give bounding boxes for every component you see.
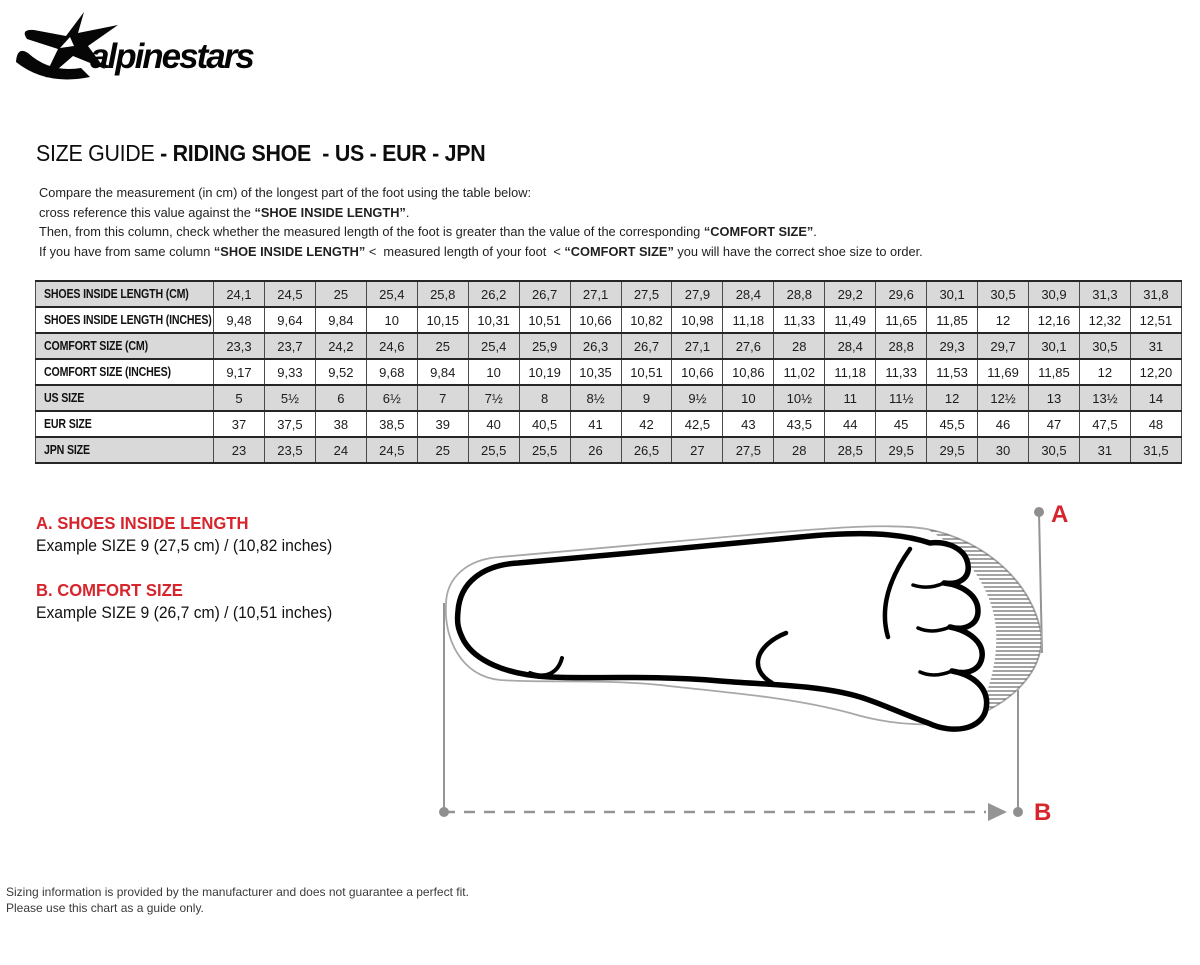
- size-cell: 40: [468, 411, 519, 437]
- size-table-row: [36, 385, 1182, 411]
- footer-line-2: Please use this chart as a guide only.: [6, 900, 204, 915]
- size-cell: 25,8: [417, 281, 468, 307]
- footer-note: [6, 885, 469, 916]
- size-cell: 11,49: [825, 307, 876, 333]
- size-cell: 30,9: [1029, 281, 1080, 307]
- size-cell: 30,5: [1029, 437, 1080, 463]
- size-cell: 10,51: [519, 307, 570, 333]
- size-cell: 30,1: [1029, 333, 1080, 359]
- size-cell: 11,65: [876, 307, 927, 333]
- size-cell: 10: [723, 385, 774, 411]
- size-table-row: [36, 411, 1182, 437]
- size-cell: 9,48: [214, 307, 265, 333]
- size-cell: 10,51: [621, 359, 672, 385]
- size-cell: 29,7: [978, 333, 1029, 359]
- legend-b-title: B. COMFORT SIZE: [36, 580, 183, 600]
- intro-text: [39, 183, 923, 261]
- size-cell: 7: [417, 385, 468, 411]
- size-cell: 6: [315, 385, 366, 411]
- size-cell: 48: [1130, 411, 1181, 437]
- size-cell: 24,2: [315, 333, 366, 359]
- size-cell: 26,3: [570, 333, 621, 359]
- size-cell: 14: [1130, 385, 1181, 411]
- size-cell: 11,18: [825, 359, 876, 385]
- size-cell: 12,20: [1130, 359, 1181, 385]
- foot-outline: [458, 534, 987, 730]
- size-cell: 25,4: [468, 333, 519, 359]
- size-cell: 28,5: [825, 437, 876, 463]
- size-cell: 11,33: [774, 307, 825, 333]
- row-label: SHOES INSIDE LENGTH (INCHES): [36, 307, 214, 333]
- size-cell: 9: [621, 385, 672, 411]
- title-regular: SIZE GUIDE: [36, 140, 161, 166]
- size-cell: 23,5: [264, 437, 315, 463]
- size-cell: 11,33: [876, 359, 927, 385]
- size-cell: 27,5: [621, 281, 672, 307]
- size-cell: 23: [214, 437, 265, 463]
- size-table-row: [36, 359, 1182, 385]
- size-cell: 28: [774, 437, 825, 463]
- intro-line-1: Compare the measurement (in cm) of the longest part of the foot using the table below:: [39, 185, 532, 200]
- size-cell: 37: [214, 411, 265, 437]
- legend: [36, 513, 348, 647]
- label-a: A: [1051, 501, 1069, 528]
- size-cell: 26,2: [468, 281, 519, 307]
- size-cell: 10: [468, 359, 519, 385]
- size-cell: 9,17: [214, 359, 265, 385]
- size-cell: 11,85: [1029, 359, 1080, 385]
- size-cell: 12: [978, 307, 1029, 333]
- size-cell: 11,02: [774, 359, 825, 385]
- size-cell: 9,84: [315, 307, 366, 333]
- row-label: JPN SIZE: [36, 437, 214, 463]
- size-cell: 11½: [876, 385, 927, 411]
- size-cell: 9½: [672, 385, 723, 411]
- size-cell: 10,15: [417, 307, 468, 333]
- size-cell: 24,6: [366, 333, 417, 359]
- size-cell: 30,5: [1079, 333, 1130, 359]
- page-title: [36, 140, 485, 167]
- size-cell: 42,5: [672, 411, 723, 437]
- size-cell: 24,1: [214, 281, 265, 307]
- size-cell: 29,2: [825, 281, 876, 307]
- size-cell: 9,84: [417, 359, 468, 385]
- size-cell: 10,31: [468, 307, 519, 333]
- size-cell: 27,6: [723, 333, 774, 359]
- size-cell: 10,66: [672, 359, 723, 385]
- size-cell: 10,35: [570, 359, 621, 385]
- size-cell: 25,5: [519, 437, 570, 463]
- size-cell: 24: [315, 437, 366, 463]
- size-cell: 8½: [570, 385, 621, 411]
- size-cell: 47,5: [1079, 411, 1130, 437]
- size-cell: 26,7: [519, 281, 570, 307]
- size-cell: 45: [876, 411, 927, 437]
- size-cell: 9,64: [264, 307, 315, 333]
- size-cell: 10½: [774, 385, 825, 411]
- alpinestars-logo: [8, 6, 308, 90]
- intro-line-4: If you have from same column “SHOE INSIDE LENGTH” < measured length of your foot < “COMFORT SIZE” you will have the correct shoe size to order.: [39, 243, 923, 259]
- size-cell: 31: [1079, 437, 1130, 463]
- row-label: SHOES INSIDE LENGTH (CM): [36, 281, 214, 307]
- row-label: US SIZE: [36, 385, 214, 411]
- size-cell: 5½: [264, 385, 315, 411]
- size-cell: 25,5: [468, 437, 519, 463]
- size-cell: 25: [417, 333, 468, 359]
- row-label: EUR SIZE: [36, 411, 214, 437]
- size-cell: 10,82: [621, 307, 672, 333]
- size-cell: 39: [417, 411, 468, 437]
- size-cell: 10: [366, 307, 417, 333]
- footer-line-1: Sizing information is provided by the manufacturer and does not guarantee a perfect fit.: [6, 885, 469, 899]
- size-cell: 10,66: [570, 307, 621, 333]
- label-b: B: [1034, 799, 1052, 826]
- size-cell: 7½: [468, 385, 519, 411]
- brand-wordmark: alpinestars: [90, 37, 253, 76]
- size-cell: 5: [214, 385, 265, 411]
- size-cell: 6½: [366, 385, 417, 411]
- foot-measurement-diagram: [430, 485, 1070, 835]
- size-cell: 44: [825, 411, 876, 437]
- size-cell: 26,5: [621, 437, 672, 463]
- legend-b-example: Example SIZE 9 (26,7 cm) / (10,51 inches): [36, 604, 333, 622]
- size-cell: 12,51: [1130, 307, 1181, 333]
- size-cell: 40,5: [519, 411, 570, 437]
- row-label: COMFORT SIZE (INCHES): [36, 359, 214, 385]
- size-cell: 29,5: [927, 437, 978, 463]
- size-table-body: [36, 281, 1182, 463]
- size-cell: 28: [774, 333, 825, 359]
- intro-line-2: cross reference this value against the “SHOE INSIDE LENGTH”.: [39, 204, 410, 220]
- size-table-row: [36, 281, 1182, 307]
- size-table: [35, 280, 1182, 464]
- size-cell: 10,98: [672, 307, 723, 333]
- size-cell: 37,5: [264, 411, 315, 437]
- size-cell: 12,16: [1029, 307, 1080, 333]
- size-cell: 11: [825, 385, 876, 411]
- size-cell: 12,32: [1079, 307, 1130, 333]
- size-cell: 25: [417, 437, 468, 463]
- size-cell: 27: [672, 437, 723, 463]
- size-cell: 41: [570, 411, 621, 437]
- size-cell: 25,9: [519, 333, 570, 359]
- size-cell: 27,1: [672, 333, 723, 359]
- size-cell: 12½: [978, 385, 1029, 411]
- size-cell: 38,5: [366, 411, 417, 437]
- size-cell: 45,5: [927, 411, 978, 437]
- size-cell: 28,4: [825, 333, 876, 359]
- size-table-row: [36, 437, 1182, 463]
- size-cell: 11,85: [927, 307, 978, 333]
- size-cell: 10,86: [723, 359, 774, 385]
- intro-line-3: Then, from this column, check whether the measured length of the foot is greater than the value of the corresponding “COMFORT SIZE”.: [39, 224, 817, 240]
- size-cell: 13: [1029, 385, 1080, 411]
- measure-dot-a: [1034, 507, 1044, 517]
- size-cell: 28,8: [876, 333, 927, 359]
- size-cell: 25: [315, 281, 366, 307]
- size-cell: 9,52: [315, 359, 366, 385]
- size-cell: 27,5: [723, 437, 774, 463]
- size-cell: 29,5: [876, 437, 927, 463]
- size-cell: 31,3: [1079, 281, 1130, 307]
- size-cell: 30,1: [927, 281, 978, 307]
- size-cell: 31: [1130, 333, 1181, 359]
- size-cell: 31,5: [1130, 437, 1181, 463]
- size-cell: 43,5: [774, 411, 825, 437]
- legend-a-title: A. SHOES INSIDE LENGTH: [36, 513, 249, 533]
- size-cell: 38: [315, 411, 366, 437]
- size-cell: 23,3: [214, 333, 265, 359]
- size-cell: 25,4: [366, 281, 417, 307]
- size-cell: 23,7: [264, 333, 315, 359]
- size-cell: 29,6: [876, 281, 927, 307]
- size-cell: 11,18: [723, 307, 774, 333]
- size-cell: 31,8: [1130, 281, 1181, 307]
- size-table-row: [36, 307, 1182, 333]
- size-cell: 27,1: [570, 281, 621, 307]
- size-cell: 9,68: [366, 359, 417, 385]
- size-cell: 26,7: [621, 333, 672, 359]
- title-bold: - RIDING SHOE - US - EUR - JPN: [160, 140, 486, 166]
- measure-dot-b: [1013, 807, 1023, 817]
- size-cell: 47: [1029, 411, 1080, 437]
- size-cell: 29,3: [927, 333, 978, 359]
- arrow-right-icon: [988, 803, 1007, 821]
- size-table-row: [36, 333, 1182, 359]
- size-cell: 8: [519, 385, 570, 411]
- row-label: COMFORT SIZE (CM): [36, 333, 214, 359]
- size-cell: 12: [1079, 359, 1130, 385]
- size-cell: 42: [621, 411, 672, 437]
- size-cell: 11,69: [978, 359, 1029, 385]
- size-cell: 43: [723, 411, 774, 437]
- size-cell: 10,19: [519, 359, 570, 385]
- size-cell: 27,9: [672, 281, 723, 307]
- size-cell: 26: [570, 437, 621, 463]
- legend-a-example: Example SIZE 9 (27,5 cm) / (10,82 inches): [36, 537, 333, 555]
- size-cell: 30: [978, 437, 1029, 463]
- size-cell: 12: [927, 385, 978, 411]
- size-cell: 28,4: [723, 281, 774, 307]
- measure-dot-left: [439, 807, 449, 817]
- size-cell: 13½: [1079, 385, 1130, 411]
- size-cell: 9,33: [264, 359, 315, 385]
- size-cell: 11,53: [927, 359, 978, 385]
- size-cell: 28,8: [774, 281, 825, 307]
- size-cell: 24,5: [264, 281, 315, 307]
- size-cell: 30,5: [978, 281, 1029, 307]
- size-cell: 46: [978, 411, 1029, 437]
- size-cell: 24,5: [366, 437, 417, 463]
